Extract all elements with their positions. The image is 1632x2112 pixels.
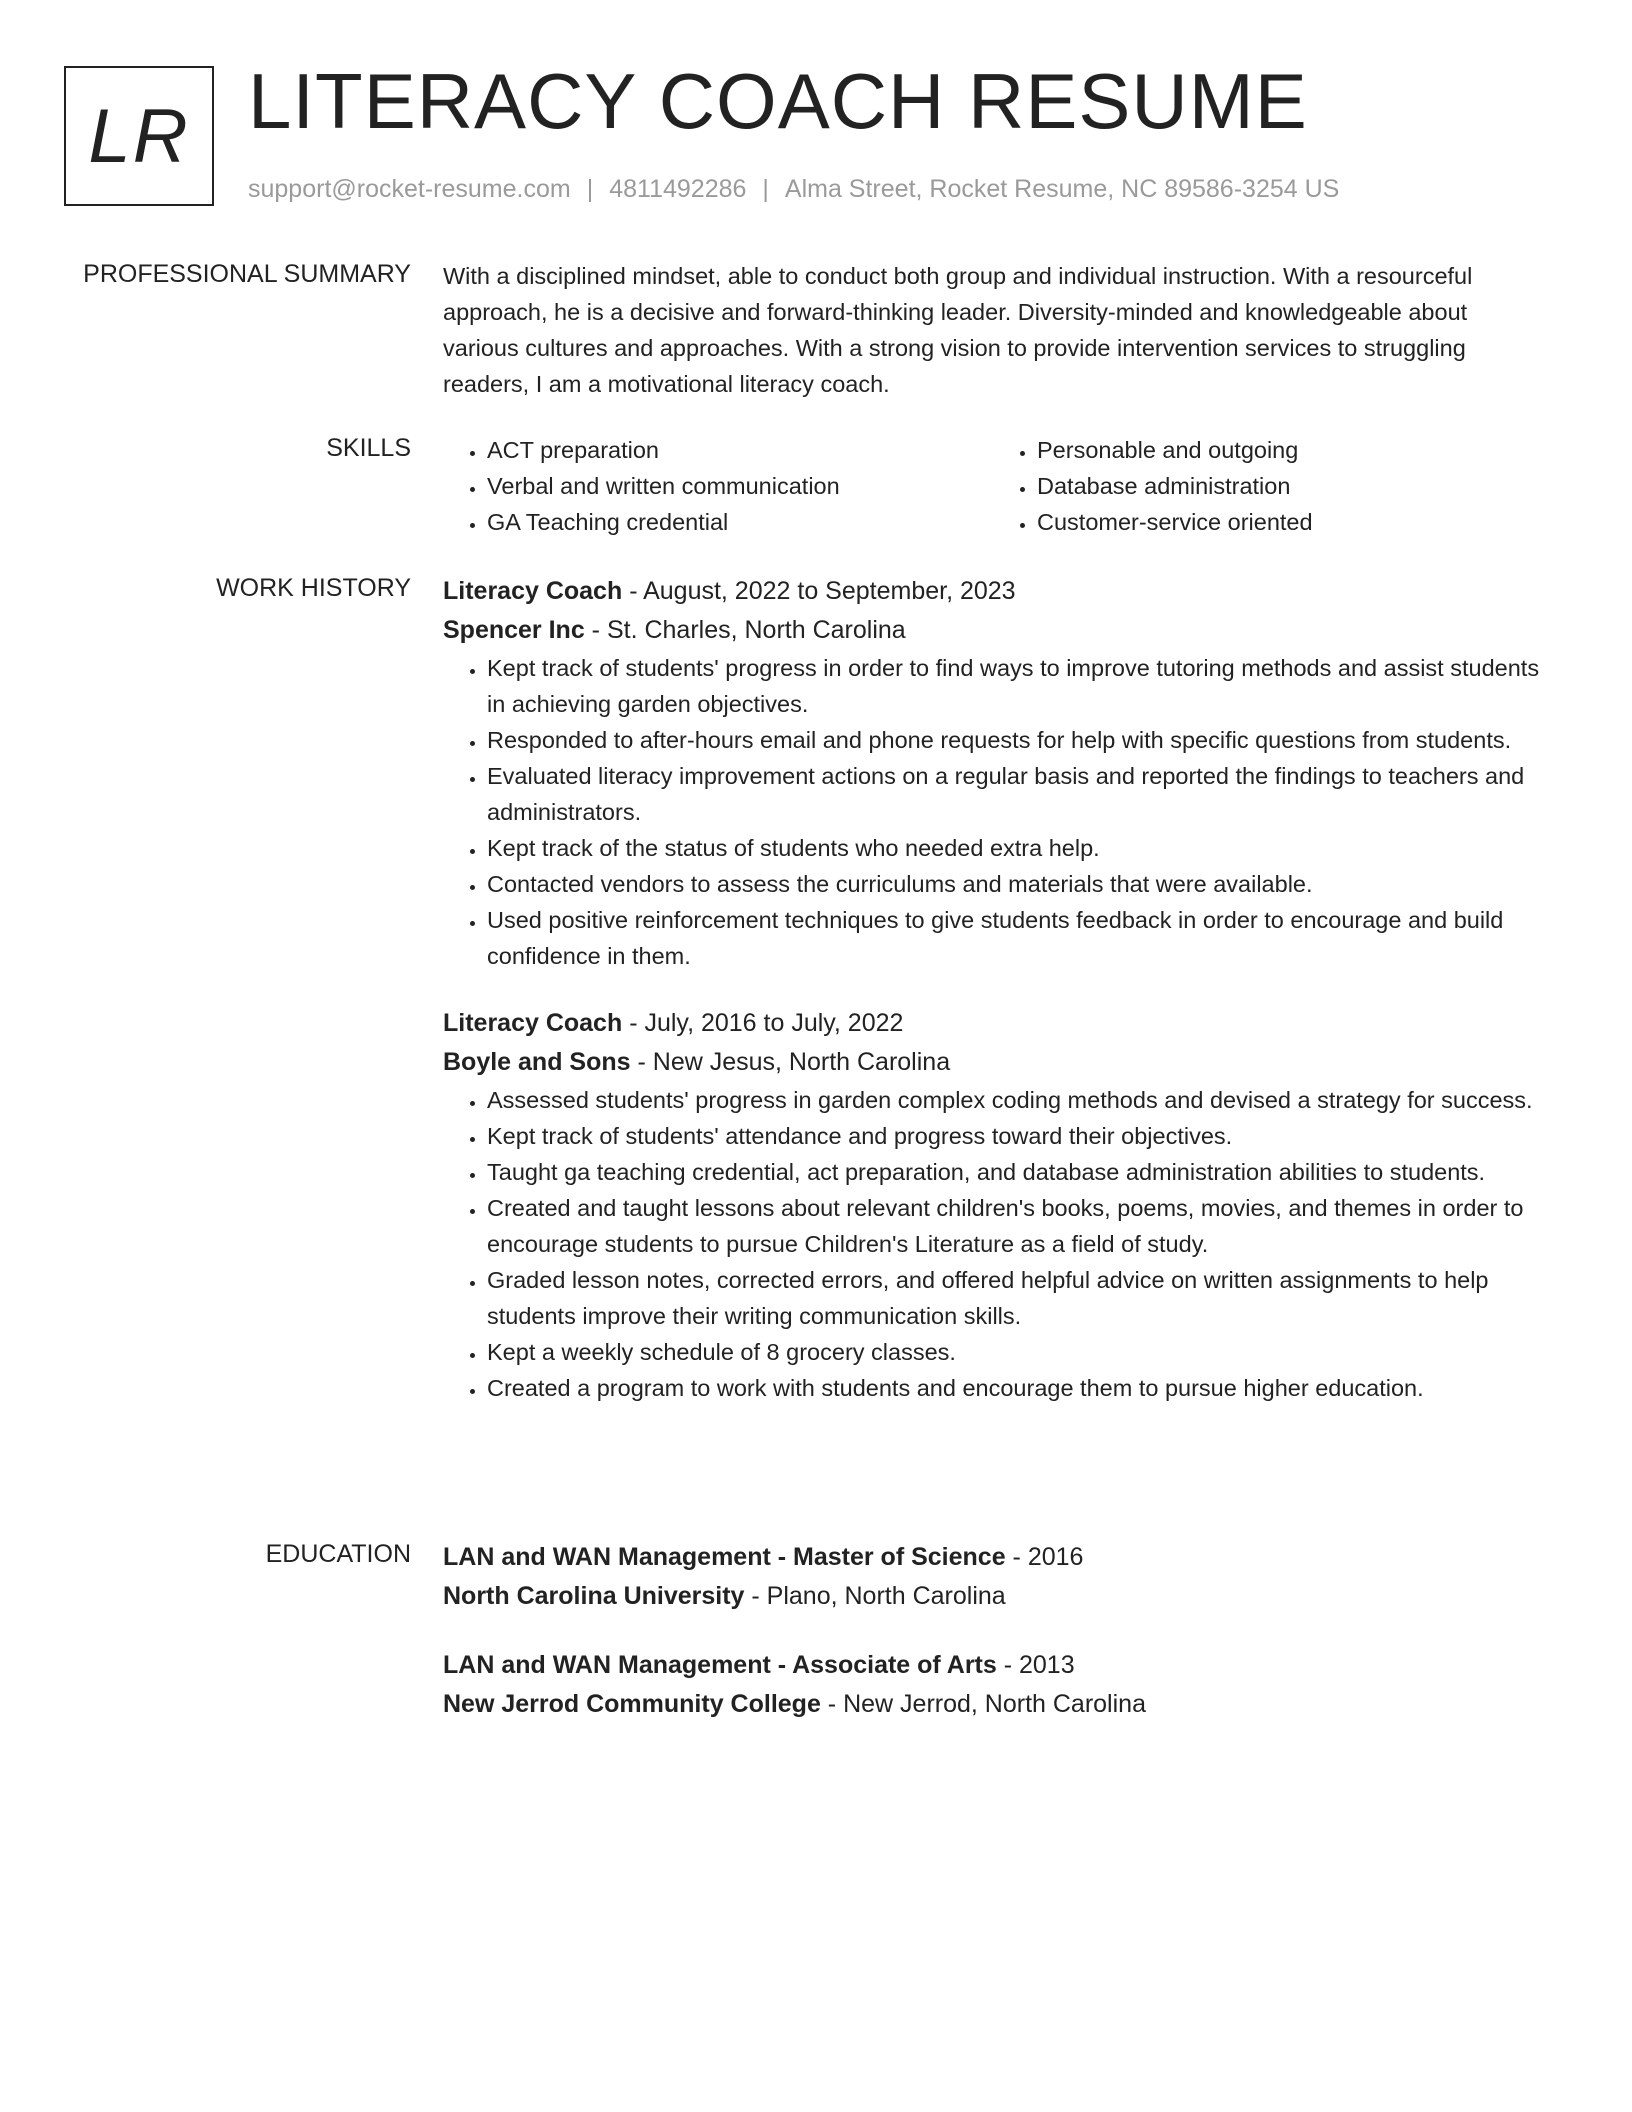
education-school-line	[443, 1577, 1543, 1616]
job-bullet: • Responded to after-hours email and phone requests for help with specific questions from students.	[487, 722, 1543, 758]
job-title-line	[443, 572, 1543, 611]
job-bullets	[443, 1082, 1543, 1406]
contact-line	[248, 173, 1339, 205]
skill-item: • Customer-service oriented	[1037, 504, 1543, 540]
job-company: Boyle and Sons	[443, 1048, 631, 1076]
education-degree: LAN and WAN Management - Associate of Arts	[443, 1651, 997, 1679]
job-bullet: • Created a program to work with students and encourage them to pursue higher education.	[487, 1370, 1543, 1406]
education-degree-line	[443, 1646, 1543, 1685]
summary-content	[443, 258, 1543, 402]
job-company-line	[443, 1043, 1543, 1082]
education-content	[443, 1538, 1543, 1724]
education-school: North Carolina University	[443, 1582, 745, 1610]
job-bullet: • Used positive reinforcement techniques to give students feedback in order to encourage and build confidence in them.	[487, 902, 1543, 974]
skill-item: • GA Teaching credential	[487, 504, 993, 540]
job-company: Spencer Inc	[443, 616, 585, 644]
section-label-summary: PROFESSIONAL SUMMARY	[83, 260, 411, 288]
education-degree: LAN and WAN Management - Master of Science	[443, 1543, 1006, 1571]
skill-item: • ACT preparation	[487, 432, 993, 468]
summary-text: With a disciplined mindset, able to conduct both group and individual instruction. With a resourceful approach, he is a decisive and forward-thinking leader. Diversity-minded and knowledgeable about various cultures and approaches. With a strong vision to provide intervention services to struggling readers, I am a motivational literacy coach.	[443, 263, 1473, 397]
job-entry	[443, 572, 1543, 974]
education-school-line	[443, 1685, 1543, 1724]
skill-item: • Database administration	[1037, 468, 1543, 504]
job-bullet: • Kept track of the status of students who needed extra help.	[487, 830, 1543, 866]
education-school: New Jerrod Community College	[443, 1690, 821, 1718]
contact-phone[interactable]: 4811492286	[609, 175, 747, 203]
job-company-line	[443, 611, 1543, 650]
contact-separator: |	[586, 175, 594, 203]
section-label-work: WORK HISTORY	[216, 574, 411, 602]
section-label-education: EDUCATION	[265, 1540, 411, 1568]
job-location: - New Jesus, North Carolina	[630, 1048, 951, 1076]
education-entry	[443, 1538, 1543, 1616]
job-dates: - August, 2022 to September, 2023	[622, 577, 1016, 605]
job-title: Literacy Coach	[443, 577, 623, 605]
job-entry	[443, 1004, 1543, 1406]
job-bullet: • Kept track of students' attendance and progress toward their objectives.	[487, 1118, 1543, 1154]
job-bullet: • Kept track of students' progress in order to find ways to improve tutoring methods and assist students in achieving garden objectives.	[487, 650, 1543, 722]
education-location: - Plano, North Carolina	[744, 1582, 1006, 1610]
job-bullets	[443, 650, 1543, 974]
job-bullet: • Assessed students' progress in garden complex coding methods and devised a strategy for success.	[487, 1082, 1543, 1118]
job-bullet: • Kept a weekly schedule of 8 grocery classes.	[487, 1334, 1543, 1370]
education-entry	[443, 1646, 1543, 1724]
job-bullet: • Evaluated literacy improvement actions on a regular basis and reported the findings to teachers and administrators.	[487, 758, 1543, 830]
education-year: - 2016	[1005, 1543, 1084, 1571]
skills-list-left	[443, 432, 993, 540]
education-year: - 2013	[996, 1651, 1075, 1679]
job-title: Literacy Coach	[443, 1009, 623, 1037]
contact-email[interactable]: support@rocket-resume.com	[248, 175, 571, 203]
section-label-skills: SKILLS	[326, 434, 411, 462]
education-degree-line	[443, 1538, 1543, 1577]
job-bullet: • Graded lesson notes, corrected errors, and offered helpful advice on written assignments to help students improve their writing communication skills.	[487, 1262, 1543, 1334]
monogram-box	[64, 66, 214, 206]
contact-address: Alma Street, Rocket Resume, NC 89586-3254 US	[784, 175, 1340, 203]
education-location: - New Jerrod, North Carolina	[820, 1690, 1146, 1718]
skills-list-right	[993, 432, 1543, 540]
job-dates: - July, 2016 to July, 2022	[622, 1009, 904, 1037]
skill-item: • Personable and outgoing	[1037, 432, 1543, 468]
skill-item: • Verbal and written communication	[487, 468, 993, 504]
resume-title: LITERACY COACH RESUME	[248, 57, 1308, 145]
job-bullet: • Taught ga teaching credential, act preparation, and database administration abilities to students.	[487, 1154, 1543, 1190]
work-content	[443, 572, 1543, 1406]
contact-separator: |	[762, 175, 769, 203]
job-bullet: • Contacted vendors to assess the curriculums and materials that were available.	[487, 866, 1543, 902]
job-title-line	[443, 1004, 1543, 1043]
skills-grid	[443, 432, 1543, 540]
job-bullet: • Created and taught lessons about relevant children's books, poems, movies, and themes in order to encourage students to pursue Children's Literature as a field of study.	[487, 1190, 1543, 1262]
job-location: - St. Charles, North Carolina	[584, 616, 906, 644]
monogram-initials: LR	[88, 93, 190, 179]
skills-content	[443, 432, 1543, 540]
